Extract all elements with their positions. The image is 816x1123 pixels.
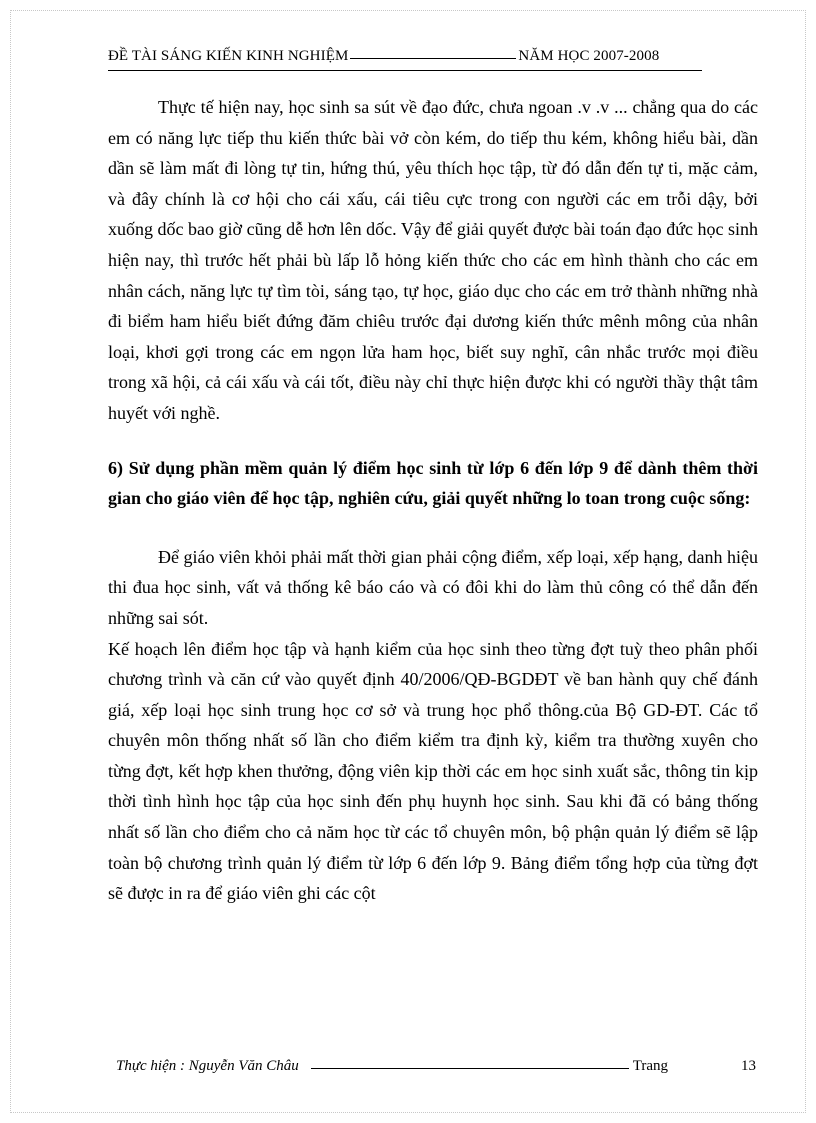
footer-author: Thực hiện : Nguyễn Văn Châu bbox=[116, 1058, 299, 1074]
footer-rule bbox=[311, 1068, 629, 1069]
footer-page-number: 13 bbox=[741, 1058, 756, 1074]
paragraph-1: Thực tế hiện nay, học sinh sa sút về đạo đức, chưa ngoan .v .v ... chẳng qua do các em có năng lực tiếp thu kiến thức bài vở còn kém, do tiếp thu kém, không hiểu bài, dần dần sẽ làm mất đi lòng tự tin, hứng thú, yêu thích học tập, từ đó dẫn đến tự ti, mặc cảm, và đây chính là cơ hội cho cái xấu, cái tiêu cực trong con người các em trỗi dậy, bởi xuống dốc bao giờ cũng dễ hơn lên dốc. Vậy để giải quyết được bài toán đạo đức học sinh hiện nay, thì trước hết phải bù lấp lỗ hỏng kiến thức cho các em hình thành cho các em nhân cách, năng lực tự tìm tòi, sáng tạo, tự học, giáo dục cho các em trở thành những nhà đi biểm ham hiểu biết đứng đăm chiêu trước đại dương kiến thức mênh mông của nhân loại, khơi gợi trong các em ngọn lửa ham học, biết suy nghĩ, cân nhắc trước mọi điều trong xã hội, cả cái xấu và cái tốt, điều này chỉ thực hiện được khi có người thầy thật tâm huyết với nghề. bbox=[108, 97, 758, 423]
header-school-year: NĂM HỌC 2007-2008 bbox=[518, 48, 660, 64]
header-title: ĐỀ TÀI SÁNG KIẾN KINH NGHIỆM bbox=[108, 48, 349, 64]
paragraph-3: Kế hoạch lên điểm học tập và hạnh kiểm của học sinh theo từng đợt tuỳ theo phân phối chương trình và căn cứ vào quyết định 40/2006/QĐ-BGDĐT về ban hành quy chế đánh giá, xếp loại học sinh trung học cơ sở và trung học phổ thông.của Bộ GD-ĐT. Các tổ chuyên môn thống nhất số lần cho điểm kiểm tra định kỳ, kiểm tra thường xuyên cho từng đợt, kết hợp khen thưởng, động viên kịp thời các em học sinh xuất sắc, thông tin kịp thời tình hình học tập của học sinh đến phụ huynh học sinh. Sau khi đã có bảng thống nhất số lần cho điểm cho cả năm học từ các tổ chuyên môn, bộ phận quản lý điểm sẽ lập toàn bộ chương trình quản lý điểm từ lớp 6 đến lớp 9. Bảng điểm tổng hợp của từng đợt sẽ được in ra để giáo viên ghi các cột bbox=[108, 638, 758, 904]
section-heading: 6) Sử dụng phần mềm quản lý điểm học sinh từ lớp 6 đến lớp 9 để dành thêm thời gian cho giáo viên để học tập, nghiên cứu, giải quyết những lo toan trong cuộc sống: bbox=[108, 457, 758, 509]
spacer bbox=[108, 429, 758, 453]
header-rule bbox=[350, 58, 516, 59]
document-body bbox=[108, 92, 758, 909]
page-footer bbox=[116, 1058, 756, 1075]
footer-page-label: Trang bbox=[632, 1058, 669, 1074]
header-divider bbox=[108, 70, 702, 71]
page-header bbox=[108, 48, 702, 65]
paragraph-2: Để giáo viên khỏi phải mất thời gian phải cộng điểm, xếp loại, xếp hạng, danh hiệu thi đua học sinh, vất vả thống kê báo cáo và có đôi khi do làm thủ công có thể dẫn đến những sai sót. bbox=[108, 546, 758, 628]
spacer bbox=[108, 514, 758, 542]
